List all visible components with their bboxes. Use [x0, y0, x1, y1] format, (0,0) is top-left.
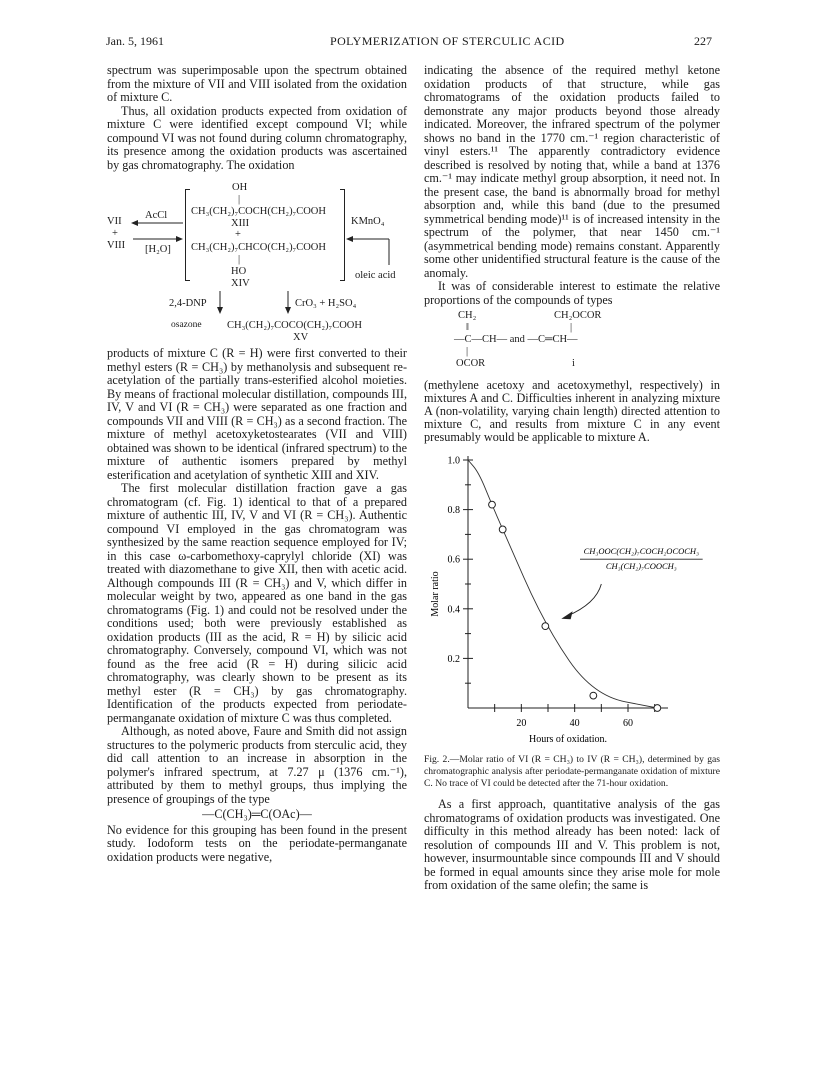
left-paragraph-2: Thus, all oxidation products expected from oxidation of mixture C were identified except compound VI; while compound VI was not found during column chromatography, its presence among the oxidation products was ascertained by gas chromatography. The oxidation: [107, 103, 407, 172]
scheme-h2o-label: [H₂O]: [145, 244, 171, 255]
scheme-xv-formula: CH₃(CH₂)₇COCO(CH₂)₇COOH: [227, 320, 362, 331]
data-point: [489, 501, 496, 508]
scheme-arrow-right: [343, 231, 393, 271]
left-paragraph-4: The first molecular distillation fraction gave a gas chromatogram (cf. Fig. 1) identical to that of a prepared mixture of authentic III, IV, V and VI (R = CH₃). Authentic compound VI employed in the gas chromatogram was synthesized by the same reaction sequence employed for IV; in this case ω-carbomethoxy-caprylyl chloride (XI) was treated with diazomethane to give XII, then with acetic acid. Although compounds III (R = CH₃) and V, which differ in molecular weight by two, appeared as one band in the gas chromatograms (Fig. 1) and could not be resolved under the conditions used; both were previously established as oxidation products (III as the acid, R = H) by silicic acid chromatography. Conversely, compound VI, which was not found as the free acid (R = H) during silicic acid chromatography, was clearly shown to be present as its methyl ester (R = CH₃) by gas chromatography. Identification of the products expected from periodate-permanganate oxidation of mixture C was thus completed.: [107, 481, 407, 725]
annotation-arrow: [567, 584, 602, 616]
scheme-kmno4-label: KMnO₄: [351, 216, 385, 227]
x-tick-label: 20: [516, 718, 527, 729]
header-title: POLYMERIZATION OF STERCULIC ACID: [330, 34, 565, 48]
left-paragraph-6: No evidence for this grouping has been found in the present study. Iodoform tests on the periodate-permanganate oxidation products were negative,: [107, 822, 407, 864]
scheme-ho-label: HO: [231, 266, 247, 277]
data-point: [499, 526, 506, 533]
header-date: Jan. 5, 1961: [106, 34, 164, 48]
scheme-acc-label: AcCl: [145, 210, 168, 221]
struct-i: i: [572, 358, 575, 369]
scheme-arrow-down-right: [283, 289, 293, 315]
scheme-vii-label: VII: [107, 216, 122, 227]
scheme-viii-label: VIII: [107, 240, 126, 251]
figure-caption: Fig. 2.—Molar ratio of VI (R = CH₃) to IV (R = CH₃), determined by gas chromatographic analysis after periodate-permanganate oxidation of mixture C. No trace of VI could be detected after the 71-hour oxidation.: [424, 754, 720, 789]
ratio-curve: [468, 460, 657, 708]
scheme-xiv-formula: CH₃(CH₂)₇CHCO(CH₂)₇COOH: [191, 242, 326, 253]
scheme-dnp-label: 2,4-DNP: [169, 298, 207, 309]
y-tick-label: 0.4: [447, 604, 460, 616]
right-paragraph-2: It was of considerable interest to estimate the relative proportions of the compounds of types: [424, 279, 720, 307]
right-paragraph-3: (methylene acetoxy and acetoxymethyl, respectively) in mixtures A and C. Difficulties inherent in analyzing mixture A (non-volatility, varying chain length) directed attention to mixture C, and results from mixture C in any event presumably would be applicable to mixture A.: [424, 378, 720, 444]
x-axis-label: Hours of oxidation.: [528, 734, 608, 745]
x-tick-label: 40: [569, 718, 580, 729]
data-point: [654, 705, 661, 712]
scheme-oh-label: OH: [232, 182, 248, 193]
running-header: [0, 20, 827, 48]
struct-ch2: CH₂: [458, 310, 477, 321]
scheme-oleic-label: oleic acid: [355, 270, 396, 281]
left-paragraph-5: Although, as noted above, Faure and Smith did not assign structures to the polymeric products from sterculic acid, they did call attention to an increase in absorption in the polymer's infrared spectrum, at 7.27 μ (1376 cm.⁻¹), attributed by them to methyl groups, thus implying the presence of groupings of the type: [107, 724, 407, 806]
formula-grouping: —C(CH₃)═C(OAc)—: [202, 807, 312, 821]
scheme-cro3-label: CrO₃ + H₂SO₄: [295, 298, 357, 309]
y-axis-label: Molar ratio: [430, 571, 441, 617]
data-point: [590, 692, 597, 699]
right-paragraph-4: As a first approach, quantitative analysis of the gas chromatograms of oxidation products was investigated. One difficulty in this method already has been noted: lack of resolution of compounds III and V. This problem is not, however, insurmountable since compounds III and V should be formed in equal amounts since they arise mole for mole from oxidation of the same olefin; the same is: [424, 797, 720, 892]
scheme-xv-label: XV: [293, 332, 309, 343]
data-point: [542, 623, 549, 630]
scheme-xiii-label: XIII: [231, 218, 250, 229]
scheme-arrow-down-left: [215, 289, 225, 315]
molar-ratio-chart: [424, 448, 720, 754]
y-tick-label: 0.6: [447, 554, 460, 566]
right-column: [424, 64, 720, 893]
struct-ocor: OCOR: [456, 358, 486, 369]
scheme-osazone-label: osazone: [171, 320, 202, 330]
scheme-xiii-formula: CH₃(CH₂)₇COCH(CH₂)₇COOH: [191, 206, 326, 217]
left-paragraph-1: spectrum was superimposable upon the spectrum obtained from the mixture of VII and VIII isolated from the oxidation of mixture C.: [107, 63, 407, 104]
y-tick-label: 1.0: [447, 455, 460, 467]
reaction-scheme: OH | CH₃(CH₂)₇COCH(CH₂)₇COOH XIII + CH₃(CH₂)₇CHCO(CH₂)₇COOH | HO XIV VII + VIII AcCl [H₂O] KMnO₄ oleic acid 2,4-DNP CrO₃ + H₂SO₄ osazone CH₃(CH₂)₇COCO(CH₂)₇COOH XV: [107, 182, 396, 343]
x-tick-label: 60: [623, 718, 633, 729]
annotation-denominator: CH₃(CH₂)₇COOCH₃: [605, 561, 677, 572]
right-paragraph-1: indicating the absence of the required methyl ketone oxidation products of that structure, while gas chromatograms of the oxidation products failed to demonstrate any major products beyond those already indicated. Moreover, the infrared spectrum of the polymer shows no band in the 1770 cm.⁻¹ region characteristic of vinyl esters.¹¹ The apparently contradictory evidence described is resolved by noting that, while a band at 1376 cm.⁻¹ may indicate methyl group absorption, it need not. In the present case, the band is abnormally broad for methyl absorption and, while this band (due to the presumed symmetrical bending mode)¹¹ is of increased intensity in the spectrum of the polymer, that near 1450 cm.⁻¹ (asymmetrical bending mode) remains constant. Apparently some other unidentified structural feature is the cause of the anomaly.: [424, 63, 720, 280]
structure-types: CH₂ ‖ CH₂OCOR | —C—CH— and —C═CH— | OCOR i: [454, 310, 602, 369]
scheme-plus: +: [235, 229, 241, 240]
left-paragraph-3: products of mixture C (R = H) were first converted to their methyl esters (R = CH₃) by methanolysis and subsequent re-acetylation of the partially trans-esterified alcohol moieties. By means of fractional molecular distillation, compounds III, IV, V and VI (R = CH₃) were separated as one fraction and compounds VII and VIII (R = CH₃) as a second fraction. The mixture of methyl acetoxyketostearates (VII and VIII) obtained was shown to be identical (infrared spectrum) to the mixture of authentic isomers prepared by methyl esterification and acetylation of synthetic XIII and XIV.: [107, 346, 407, 482]
struct-main: —C—CH— and —C═CH—: [454, 334, 578, 345]
struct-ch2ocor: CH₂OCOR: [554, 310, 602, 321]
header-page: 227: [694, 34, 712, 48]
left-column: [107, 64, 407, 864]
figure-2: [424, 448, 720, 754]
scheme-arrows-left: [129, 219, 185, 245]
scheme-xiv-label: XIV: [231, 278, 250, 289]
annotation-arrowhead: [561, 611, 572, 619]
y-tick-label: 0.8: [447, 505, 460, 517]
annotation-numerator: CH₃OOC(CH₂)₇COCH₂OCOCH₃: [583, 546, 700, 557]
y-tick-label: 0.2: [447, 653, 460, 665]
